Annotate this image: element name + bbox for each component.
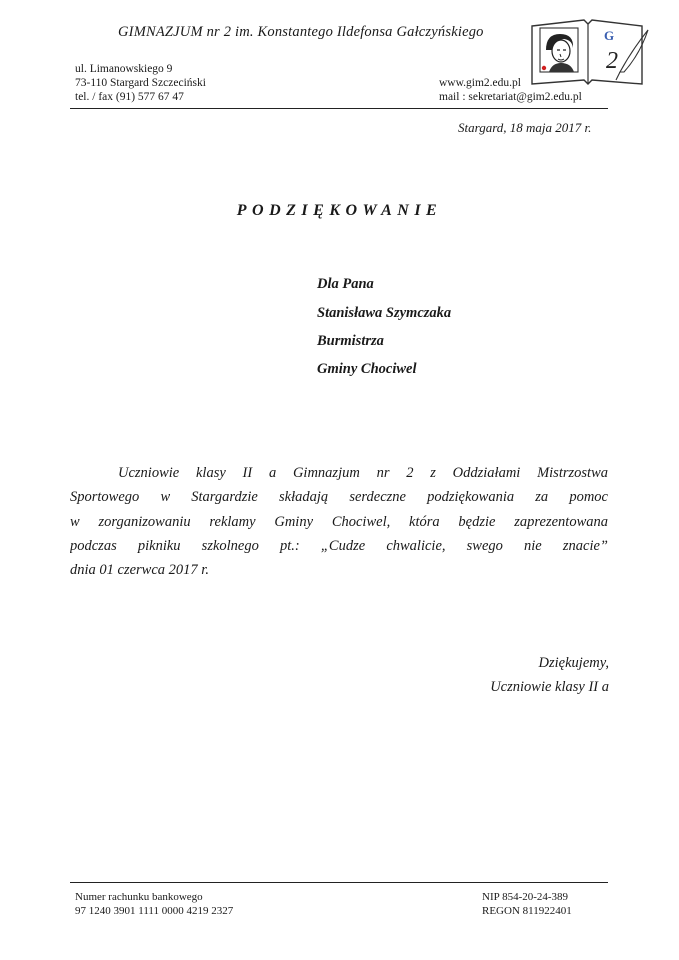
address-phone: tel. / fax (91) 577 67 47 xyxy=(75,91,184,103)
school-contact xyxy=(439,76,582,104)
contact-email[interactable]: mail : sekretariat@gim2.edu.pl xyxy=(439,91,582,103)
recipient-line: Dla Pana xyxy=(317,276,374,292)
recipient-line: Burmistrza xyxy=(317,333,384,349)
letter-date: Stargard, 18 maja 2017 r. xyxy=(458,120,592,135)
footer-divider xyxy=(70,882,608,883)
logo-number: 2 xyxy=(606,48,618,74)
recipient-line: Stanisława Szymczaka xyxy=(317,305,452,321)
closing-signature: Uczniowie klasy II a xyxy=(490,679,609,695)
header-divider xyxy=(70,108,608,109)
body-line: Sportowego w Stargardzie składają serdeczne podziękowania za pomoc xyxy=(70,489,608,506)
closing-thanks: Dziękujemy, xyxy=(538,655,609,671)
bank-label: Numer rachunku bankowego xyxy=(75,891,203,903)
document-title: PODZIĘKOWANIE xyxy=(236,202,443,219)
letter-body-continued xyxy=(70,485,608,582)
bank-number: 97 1240 3901 1111 0000 4219 2327 xyxy=(75,904,234,917)
body-line: dnia 01 czerwca 2017 r. xyxy=(70,562,209,579)
contact-website[interactable]: www.gim2.edu.pl xyxy=(439,77,521,89)
body-line: podczas pikniku szkolnego pt.: „Cudze chwalicie, swego nie znacie” xyxy=(70,537,608,554)
footer-bank xyxy=(75,891,233,918)
letter-body xyxy=(118,461,608,485)
footer-registry xyxy=(482,891,572,918)
nip-number: NIP 854-20-24-389 xyxy=(482,891,569,903)
address-city: 73-110 Stargard Szczeciński xyxy=(75,77,206,89)
body-line: Uczniowie klasy II a Gimnazjum nr 2 z Oddziałami Mistrzostwa xyxy=(118,465,608,481)
logo-letter: G xyxy=(604,28,615,43)
letter-closing xyxy=(490,651,609,699)
school-name: GIMNAZJUM nr 2 im. Konstantego Ildefonsa Gałczyńskiego xyxy=(118,24,484,40)
body-line: w zorganizowaniu reklamy Gminy Chociwel, która będzie zaprezentowana xyxy=(70,513,608,530)
school-address xyxy=(75,62,206,104)
address-street: ul. Limanowskiego 9 xyxy=(75,63,173,75)
regon-number: REGON 811922401 xyxy=(482,904,572,917)
recipient-line: Gminy Chociwel xyxy=(317,361,417,377)
